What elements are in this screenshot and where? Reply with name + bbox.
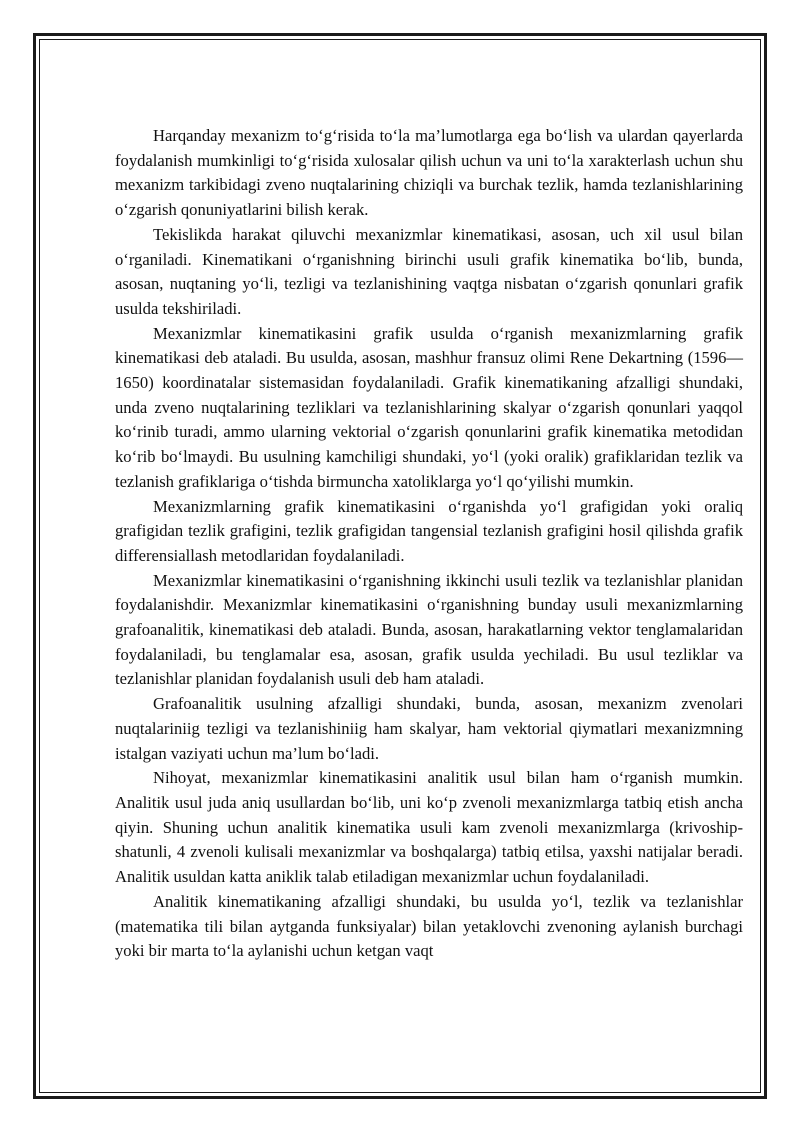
paragraph-3: Mexanizmlar kinematikasini grafik usulda o‘rganish mexanizmlarning grafik kinematikasi deb ataladi. Bu usulda, asosan, mashhur fransuz olimi Rene Dekartning (1596—1650) koordinatalar sistemasidan foydalaniladi. Grafik kinematikaning afzalligi shundaki, unda zveno nuqtalarining tezliklari va tezlanishlarining skalyar o‘zgarish qonunlari yaqqol ko‘rinib turadi, ammo ularning vektorial o‘zgarish qonunlarini grafik kinematika metodidan ko‘rib bo‘lmaydi. Bu usulning kamchiligi shundaki, yo‘l (yoki oralik) grafiklaridan tezlik va tezlanish grafiklariga o‘tishda birmuncha xatoliklarga yo‘l qo‘yilishi mumkin. xyxy=(115,323,743,491)
paragraph-5: Mexanizmlar kinematikasini o‘rganishning ikkinchi usuli tezlik va tezlanishlar planidan foydalanishdir. Mexanizmlar kinematikasini o‘rganishning bunday usuli mexanizmlarning grafoanalitik, kinematikasi deb ataladi. Bunda, asosan, harakatlarning vektor tenglamalaridan foydalaniladi, bu tenglamalar esa, asosan, grafik usulda yechiladi. Bu usul tezliklar va tezlanishlar planidan foydalanish usuli deb ham ataladi. xyxy=(115,570,743,689)
paragraph-6: Grafoanalitik usulning afzalligi shundaki, bunda, asosan, mexanizm zvenolari nuqtalariniig tezligi va tezlanishiniig ham skalyar, ham vektorial qiymatlari mexanizmning istalgan vaziyati uchun ma’lum bo‘ladi. xyxy=(115,694,743,763)
paragraph-2: Tekislikda harakat qiluvchi mexanizmlar kinematikasi, asosan, uch xil usul bilan o‘rganiladi. Kinematikani o‘rganishning birinchi usuli grafik kinematika bo‘lib, bunda, asosan, nuqtaning yo‘li, tezligi va tezlanishining vaqtga nisbatan o‘zgarish qonunlari grafik usulda tekshiriladi. xyxy=(115,224,743,318)
paragraph-1: Harqanday mexanizm to‘g‘risida to‘la ma’lumotlarga ega bo‘lish va ulardan qayerlarda foydalanish mumkinligi to‘g‘risida xulosalar qilish uchun va uni to‘la xarakterlash uchun shu mexanizm tarkibidagi zveno nuqtalarining chiziqli va burchak tezlik, hamda tezlanishlarining o‘zgarish qonuniyatlarini bilish kerak. xyxy=(115,126,743,220)
paragraph-7: Nihoyat, mexanizmlar kinematikasini analitik usul bilan ham o‘rganish mumkin. Analitik usul juda aniq usullardan bo‘lib, uni ko‘p zvenoli mexanizmlarga tatbiq etish ancha qiyin. Shuning uchun analitik kinematika usuli kam zvenoli mexanizmlarga (krivoship-shatunli, 4 zvenoli kulisali mexanizmlar va boshqalarga) tatbiq etilsa, yaxshi natijalar beradi. Analitik usuldan katta aniklik talab etiladigan mexanizmlar uchun foydalaniladi. xyxy=(115,768,743,887)
paragraph-4: Mexanizmlarning grafik kinematikasini o‘rganishda yo‘l grafigidan yoki oraliq grafigidan tezlik grafigini, tezlik grafigidan tangensial tezlanish grafigini hosil qilishda grafik differensiallash metodlaridan foydalaniladi. xyxy=(115,496,743,565)
paragraph-8: Analitik kinematikaning afzalligi shundaki, bu usulda yo‘l, tezlik va tezlanishlar (matematika tili bilan aytganda funksiyalar) bilan yetaklovchi zvenoning aylanish burchagi yoki bir marta to‘la aylanishi uchun ketgan vaqt xyxy=(115,891,743,961)
document-body xyxy=(115,124,743,964)
